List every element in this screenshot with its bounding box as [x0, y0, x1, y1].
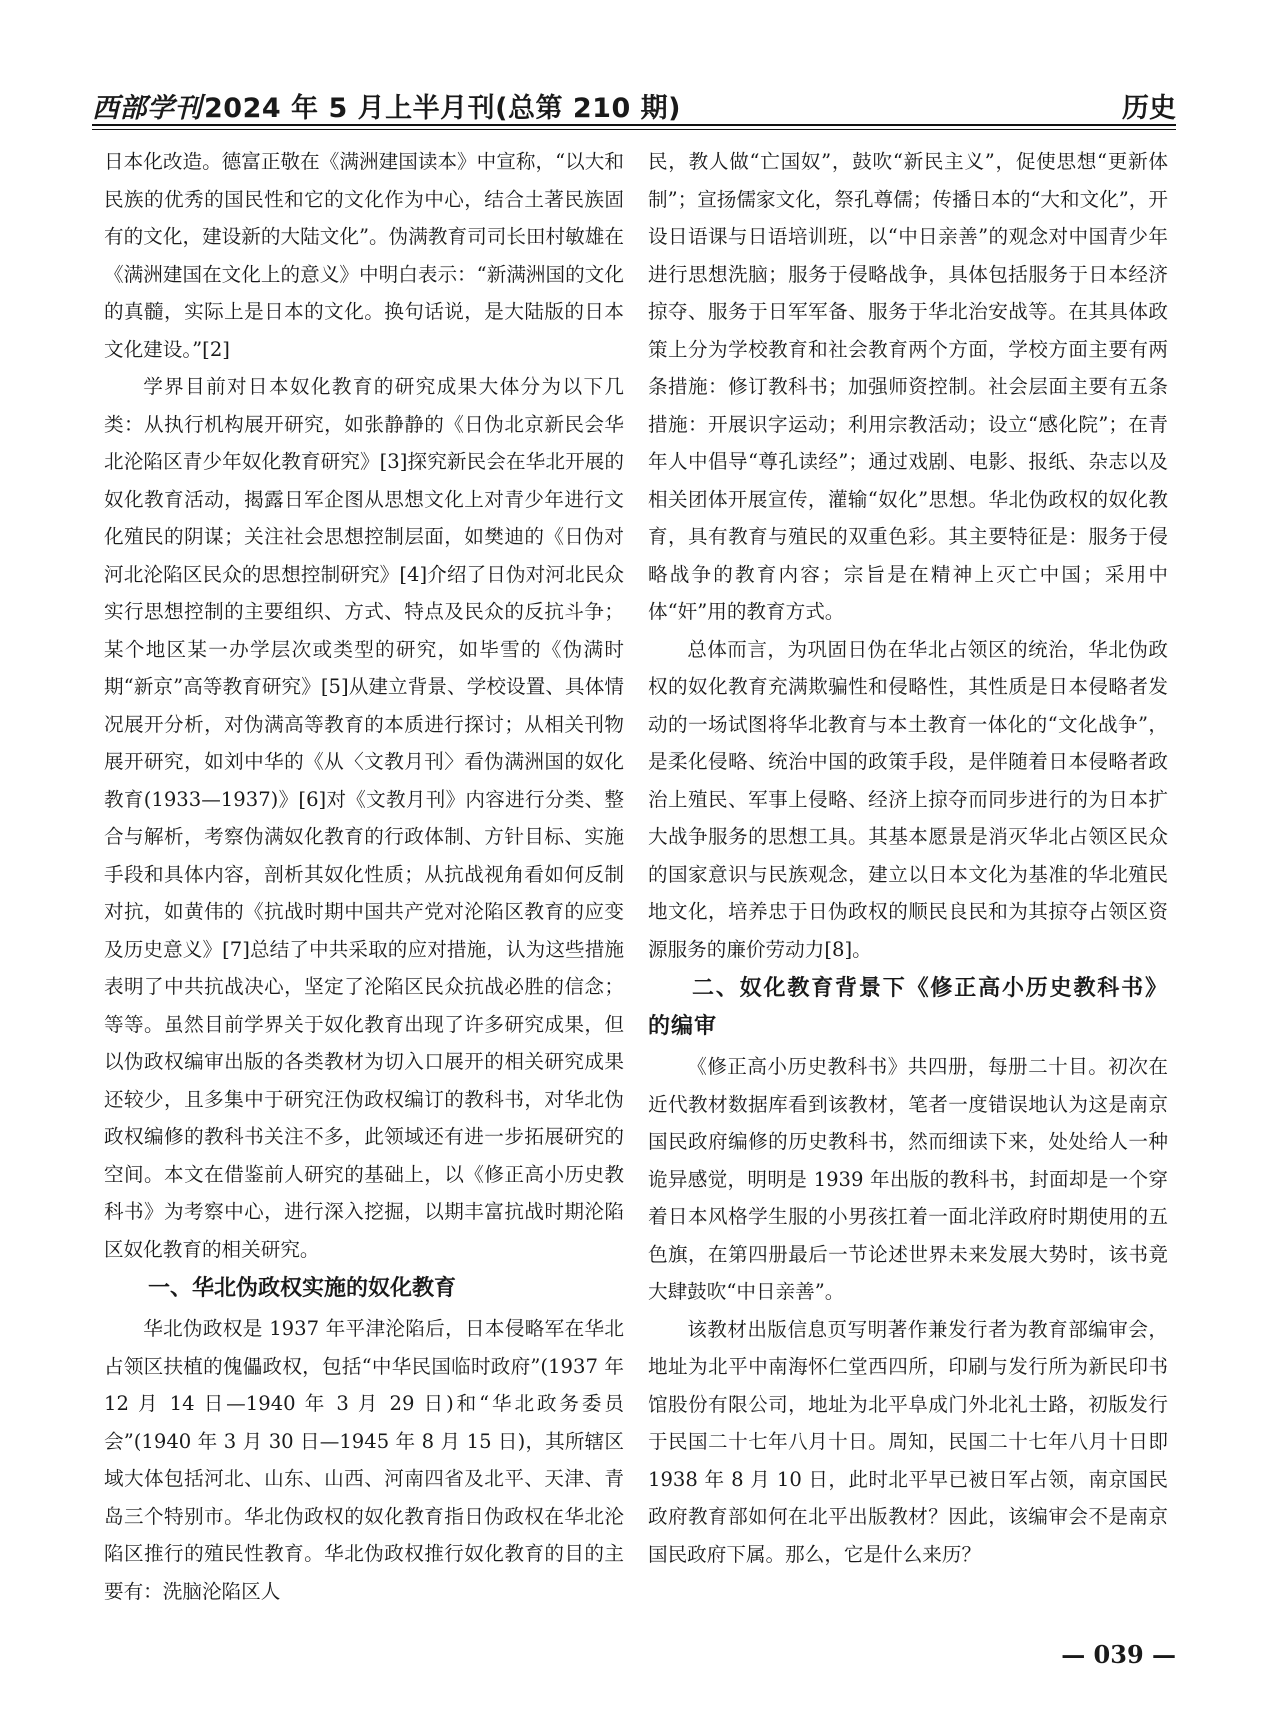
paragraph: 《修正高小历史教科书》共四册，每册二十目。初次在近代教材数据库看到该教材，笔者一度错误地认为这是南京国民政府编修的历史教科书，然而细读下来，处处给人一种诡异感觉，明明是 1939 年出版的教科书，封面却是一个穿着日本风格学生服的小男孩扛着一面北洋政府时期使用的五色旗，在第四册最后一节论述世界未来发展大势时，该书竟大肆鼓吹“中日亲善”。 [648, 1055, 1168, 1303]
section-name: 历史 [1122, 93, 1176, 124]
journal-title [92, 86, 681, 125]
header-rule-thin [92, 129, 1176, 130]
left-column [104, 143, 624, 1610]
paragraph: 总体而言，为巩固日伪在华北占领区的统治，华北伪政权的奴化教育充满欺骗性和侵略性，其性质是日本侵略者发动的一场试图将华北教育与本土教育一体化的“文化战争”，是柔化侵略、统治中国的政策手段，是伴随着日本侵略者政治上殖民、军事上侵略、经济上掠夺而同步进行的为日本扩大战争服务的思想工具。其基本愿景是消灭华北占领区民众的国家意识与民族观念，建立以日本文化为基准的华北殖民地文化，培养忠于日伪政权的顺民良民和为其掠夺占领区资源服务的廉价劳动力[8]。 [648, 637, 1168, 961]
paragraph: 民，教人做“亡国奴”，鼓吹“新民主义”，促使思想“更新体制”；宣扬儒家文化，祭孔尊儒；传播日本的“大和文化”，开设日语课与日语培训班，以“中日亲善”的观念对中国青少年进行思想洗脑；服务于侵略战争，具体包括服务于日本经济掠夺、服务于日军军备、服务于华北治安战等。在其具体政策上分为学校教育和社会教育两个方面，学校方面主要有两条措施：修订教科书；加强师资控制。社会层面主要有五条措施：开展识字运动；利用宗教活动；设立“感化院”；在青年人中倡导“尊孔读经”；通过戏剧、电影、报纸、杂志以及相关团体开展宣传，灌输“奴化”思想。华北伪政权的奴化教育，具有教育与殖民的双重色彩。其主要特征是：服务于侵略战争的教育内容；宗旨是在精神上灭亡中国；采用中体“奸”用的教育方式。 [648, 150, 1168, 623]
journal-logo: 西部学刊 [92, 93, 202, 124]
paragraph: 日本化改造。德富正敬在《满洲建国读本》中宣称，“以大和民族的优秀的国民性和它的文化作为中心，结合土著民族固有的文化，建设新的大陆文化”。伪满教育司司长田村敏雄在《满洲建国在文化上的意义》中明白表示：“新满洲国的文化的真髓，实际上是日本的文化。换句话说，是大陆版的日本文化建设。”[2] [104, 150, 624, 361]
journal-issue: 2024 年 5 月上半月刊(总第 210 期) [204, 93, 681, 124]
paragraph: 华北伪政权是 1937 年平津沦陷后，日本侵略军在华北占领区扶植的傀儡政权，包括“中华民国临时政府”(1937 年 12 月 14 日—1940 年 3 月 29 日)和“华北政务委员会”(1940 年 3 月 30 日—1945 年 8 月 15 日)，其所辖区域大体包括河北、山东、山西、河南四省及北平、天津、青岛三个特别市。华北伪政权的奴化教育指日伪政权在华北沦陷区推行的殖民性教育。华北伪政权推行奴化教育的目的主要有：洗脑沦陷区人 [104, 1317, 624, 1603]
page-number: — 039 — [1061, 1640, 1176, 1669]
running-header [92, 86, 1176, 128]
header-rule [92, 124, 1176, 126]
section-heading: 二、奴化教育背景下《修正高小历史教科书》的编审 [648, 976, 1168, 1039]
section-heading: 一、华北伪政权实施的奴化教育 [148, 1276, 457, 1301]
paragraph: 该教材出版信息页写明著作兼发行者为教育部编审会，地址为北平中南海怀仁堂西四所，印刷与发行所为新民印书馆股份有限公司，地址为北平阜成门外北礼士路，初版发行于民国二十七年八月十日。周知，民国二十七年八月十日即 1938 年 8 月 10 日，此时北平早已被日军占领，南京国民政府教育部如何在北平出版教材？因此，该编审会不是南京国民政府下属。那么，它是什么来历？ [648, 1317, 1168, 1566]
right-column [648, 143, 1168, 1573]
paragraph: 学界目前对日本奴化教育的研究成果大体分为以下几类：从执行机构展开研究，如张静静的《日伪北京新民会华北沦陷区青少年奴化教育研究》[3]探究新民会在华北开展的奴化教育活动，揭露日军企图从思想文化上对青少年进行文化殖民的阴谋；关注社会思想控制层面，如樊迪的《日伪对河北沦陷区民众的思想控制研究》[4]介绍了日伪对河北民众实行思想控制的主要组织、方式、特点及民众的反抗斗争；某个地区某一办学层次或类型的研究，如毕雪的《伪满时期“新京”高等教育研究》[5]从建立背景、学校设置、具体情况展开分析，对伪满高等教育的本质进行探讨；从相关刊物展开研究，如刘中华的《从〈文教月刊〉看伪满洲国的奴化教育(1933—1937)》[6]对《文教月刊》内容进行分类、整合与解析，考察伪满奴化教育的行政体制、方针目标、实施手段和具体内容，剖析其奴化性质；从抗战视角看如何反制对抗，如黄伟的《抗战时期中国共产党对沦陷区教育的应变及历史意义》[7]总结了中共采取的应对措施，认为这些措施表明了中共抗战决心，坚定了沦陷区民众抗战必胜的信念；等等。虽然目前学界关于奴化教育出现了许多研究成果，但以伪政权编审出版的各类教材为切入口展开的相关研究成果还较少，且多集中于研究汪伪政权编订的教科书，对华北伪政权编修的教科书关注不多，此领域还有进一步拓展研究的空间。本文在借鉴前人研究的基础上，以《修正高小历史教科书》为考察中心，进行深入挖掘，以期丰富抗战时期沦陷区奴化教育的相关研究。 [104, 375, 624, 1261]
